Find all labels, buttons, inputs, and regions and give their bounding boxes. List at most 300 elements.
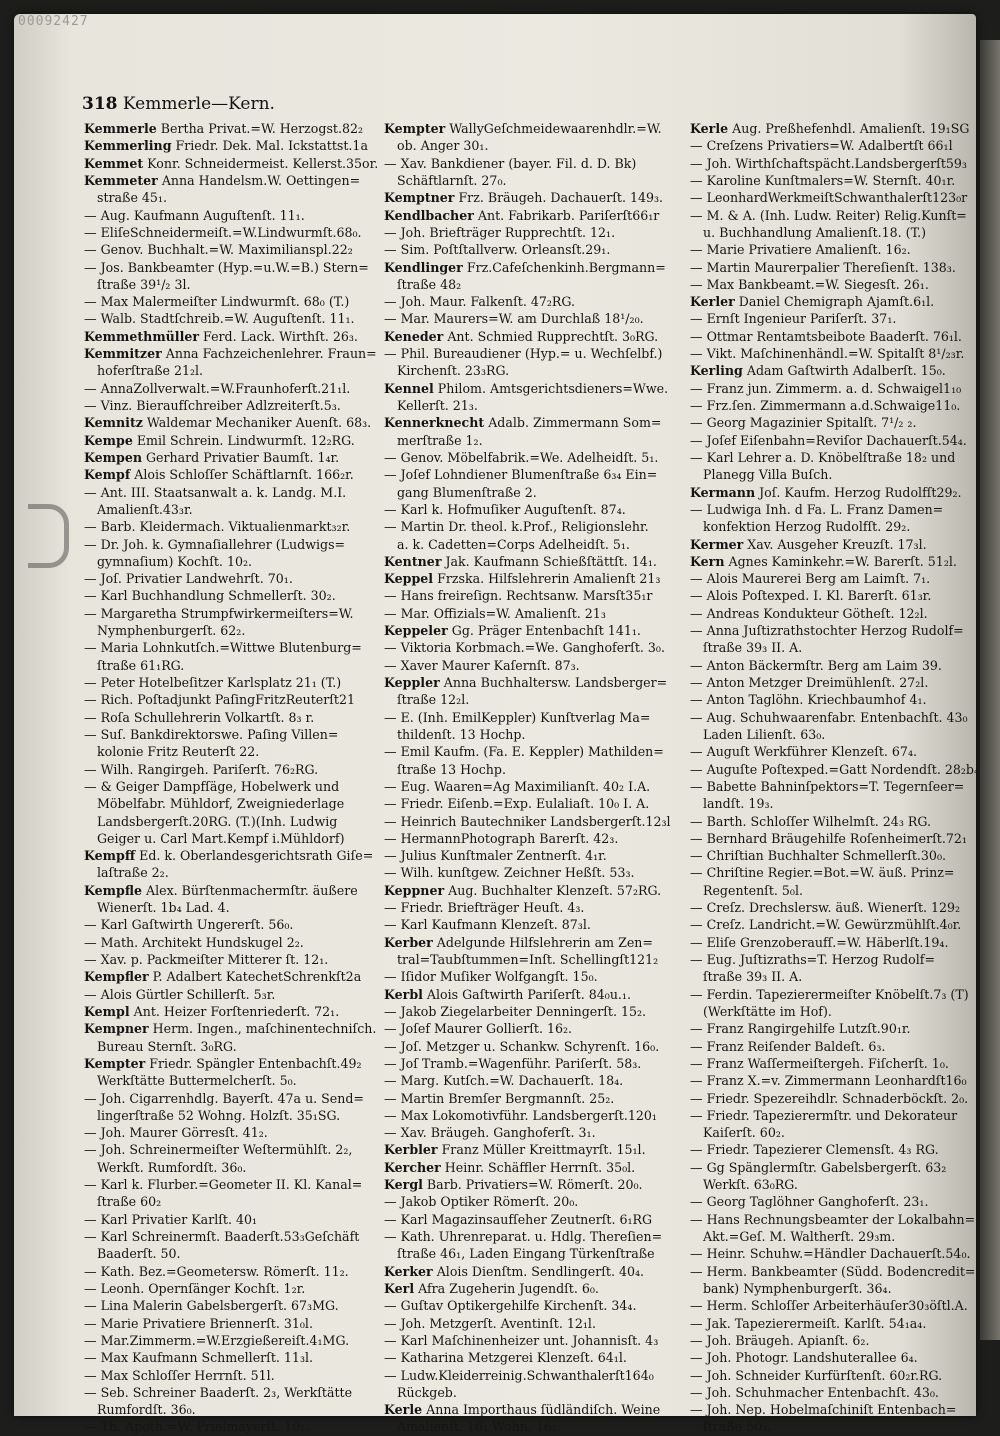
entry-text: Planegg Villa Buſch.	[703, 467, 833, 483]
entry-text: — Marg. Kutſch.=W. Dachauerſt. 18₄.	[384, 1073, 624, 1089]
entry-text: Werkſt. Rumfordſt. 36₀.	[97, 1159, 247, 1175]
surname: Kemmethmüller	[84, 328, 200, 344]
entry-text: Landsbergerſt.20RG. (T.)(Inh. Ludwig	[97, 813, 338, 829]
surname: Keppel	[384, 571, 434, 587]
surname: Kentner	[384, 553, 442, 569]
surname: Keppner	[384, 882, 445, 898]
surname: Keppeler	[384, 623, 448, 639]
entry-text: — Genov. Buchhalt.=W. Maximilianspl.22₂	[84, 242, 353, 258]
directory-entry-line	[84, 882, 380, 899]
entry-text: — Mar. Maurers=W. am Durchlaß 18¹/₂₀.	[384, 311, 644, 327]
directory-entry-line	[690, 899, 990, 916]
surname: Kerbl	[384, 986, 423, 1002]
directory-entry-line	[690, 1384, 990, 1401]
directory-entry-line	[84, 1176, 380, 1193]
entry-text: — Julius Kunſtmaler Zentnerſt. 4₁r.	[384, 848, 607, 864]
entry-text: — Ludw.Kleiderreinig.Schwanthalerſt164₀	[384, 1367, 654, 1383]
directory-entry-line	[84, 761, 380, 778]
entry-text: — Georg Magazinier Spitalſt. 7¹/₂ ₂.	[690, 415, 917, 431]
entry-text: — Peter Hotelbeſitzer Karlsplatz 21₁ (T.)	[84, 675, 342, 690]
directory-entry-line	[690, 293, 990, 310]
directory-entry-line	[690, 432, 990, 449]
entry-text: — Chriſtian Buchhalter Schmellerſt.30₀.	[690, 848, 946, 864]
entry-text: — Xav. Bräugeh. Ganghoferſt. 3₁.	[384, 1125, 596, 1141]
directory-entry-line	[384, 310, 684, 327]
directory-entry-line	[384, 1003, 684, 1020]
entry-text: — Frz.ſen. Zimmermann a.d.Schwaige11₀.	[690, 398, 961, 413]
entry-text: — Seb. Schreiner Baaderſt. 2₃, Werkſtätte	[84, 1384, 353, 1400]
directory-entry-line	[384, 328, 684, 345]
entry-text: — Marie Privatiere Briennerſt. 31₀l.	[84, 1315, 313, 1331]
surname: Kempter	[384, 121, 446, 136]
entry-text: — Joh. Cigarrenhdlg. Bayerſt. 47a u. Send=	[84, 1090, 364, 1106]
entry-text: — Joh. Photogr. Landshuterallee 6₄.	[690, 1350, 918, 1366]
entry-text: Kellerſt. 21₃.	[397, 398, 478, 413]
entry-text: — E. (Inh. EmilKeppler) Kunſtverlag Ma=	[384, 709, 651, 725]
entry-text: Ant. Fabrikarb. Pariſerſt66₁r	[473, 207, 660, 223]
entry-text: — Math. Architekt Hundskugel 2₂.	[84, 934, 304, 950]
entry-text: Aug. Preßhefenhdl. Amalienſt. 19₁SG	[728, 121, 970, 136]
directory-entry-line	[84, 466, 380, 483]
directory-entry-line	[384, 813, 684, 830]
entry-text: — LeonhardWerkmeiſtSchwanthalerſt123₀r	[690, 190, 968, 206]
directory-entry-line	[84, 951, 380, 968]
entry-text: Geiger u. Carl Mart.Kempf i.Mühldorf)	[97, 830, 345, 846]
entry-text: — HermannPhotograph Barerſt. 42₃.	[384, 830, 619, 846]
entry-text: — Joh. Briefträger Rupprechtſt. 12₁.	[384, 224, 616, 240]
entry-text: Daniel Chemigraph Ajamſt.6₁l.	[734, 294, 935, 310]
entry-text: Joſ. Kaufm. Herzog Rudolfſt29₂.	[755, 484, 962, 500]
directory-entry-line	[690, 1020, 990, 1037]
directory-entry-line	[690, 449, 990, 466]
directory-entry-line	[384, 1401, 684, 1418]
directory-entry-line	[690, 1072, 990, 1089]
entry-text: — Joſef Lohndiener Blumenſtraße 6₃₄ Ein=	[384, 467, 658, 483]
surname: Kendlinger	[384, 259, 463, 275]
directory-entry-line	[384, 276, 684, 293]
entry-text: Adam Gaſtwirth Adalberſt. 15₀.	[742, 363, 946, 379]
entry-text: — Ernſt Ingenieur Pariſerſt. 37₁.	[690, 311, 897, 327]
directory-entry-line	[384, 224, 684, 241]
surname: Kemmeter	[84, 172, 158, 188]
entry-text: Amalienſt.43₃r.	[97, 501, 193, 517]
entry-text: Emil Schrein. Lindwurmſt. 12₂RG.	[132, 432, 355, 448]
entry-text: — Friedr. Eiſenb.=Exp. Eulaliaſt. 10₀ I. A.	[384, 796, 650, 812]
directory-entry-line	[690, 1159, 990, 1176]
directory-entry-line	[690, 137, 990, 154]
entry-text: Ant. Heizer Forſtenriederſt. 72₁.	[129, 1003, 340, 1019]
directory-entry-line	[84, 1228, 380, 1245]
entry-text: Ed. k. Oberlandesgerichtsrath Giſe=	[135, 848, 374, 864]
directory-entry-line	[384, 1020, 684, 1037]
entry-text: — Karl Magazinsaufſeher Zeutnerſt. 6₁RG	[384, 1211, 653, 1227]
entry-text: Friedr. Spängler Entenbachſt.49₂	[145, 1055, 362, 1071]
directory-entry-line	[84, 674, 380, 691]
entry-text: — Wilh. kunſtgew. Zeichner Heßſt. 53₃.	[384, 865, 635, 881]
surname: Kempner	[84, 1021, 149, 1037]
entry-text: Regentenſt. 5₀l.	[703, 882, 804, 898]
entry-text: — Aug. Kaufmann Auguſtenſt. 11₁.	[84, 207, 305, 223]
directory-entry-line	[84, 484, 380, 501]
entry-text: straße 45₁.	[97, 190, 167, 206]
entry-text: Philom. Amtsgerichtsdieners=Wwe.	[433, 380, 669, 396]
surname: Kerbler	[384, 1142, 438, 1158]
directory-entry-line	[690, 224, 990, 241]
directory-entry-line	[84, 726, 380, 743]
entry-text: gymnaſium) Kochſt. 10₂.	[97, 553, 253, 569]
directory-entry-line	[84, 1297, 380, 1314]
entry-text: — Max Kaufmann Schmellerſt. 11₃l.	[84, 1350, 314, 1366]
directory-entry-line	[690, 172, 990, 189]
directory-entry-line	[84, 536, 380, 553]
entry-text: — Karl k. Flurber.=Geometer II. Kl. Kanal=	[84, 1177, 363, 1193]
entry-text: ſtraße 60₂	[97, 1194, 162, 1210]
directory-entry-line	[690, 1193, 990, 1210]
directory-entry-line	[690, 380, 990, 397]
entry-text: — Max Schloſſer Herrnſt. 51l.	[84, 1367, 275, 1383]
surname: Kermer	[690, 536, 744, 552]
entry-text: — Karl k. Hofmuſiker Auguſtenſt. 87₄.	[384, 501, 626, 517]
entry-text: — Joſef Maurer Gollierſt. 16₂.	[384, 1021, 573, 1037]
entry-text: Werkſtätte Buttermelcherſt. 5₀.	[97, 1073, 297, 1089]
directory-entry-line	[84, 691, 380, 708]
directory-entry-line	[84, 380, 380, 397]
directory-entry-line	[384, 761, 684, 778]
surname: Kemptner	[384, 190, 455, 206]
directory-entry-line	[84, 587, 380, 604]
entry-text: — Dr. Joh. k. Gymnaſiallehrer (Ludwigs=	[84, 536, 346, 552]
directory-entry-line	[84, 1315, 380, 1332]
entry-text: Heinr. Schäffler Herrnſt. 35₀l.	[440, 1159, 636, 1175]
directory-entry-line	[690, 761, 990, 778]
directory-entry-line	[84, 570, 380, 587]
entry-text: WallyGeſchmeidewaarenhdlr.=W.	[445, 121, 662, 136]
entry-text: — Joſ. Metzger u. Schankw. Schyrenſt. 16₀.	[384, 1038, 660, 1054]
directory-entry-line	[384, 1418, 684, 1435]
directory-entry-line	[690, 605, 990, 622]
entry-text: — Babette Bahninſpektors=T. Tegernſeer=	[690, 778, 965, 794]
directory-entry-line	[384, 709, 684, 726]
directory-entry-line	[84, 1003, 380, 1020]
directory-entry-line	[384, 189, 684, 206]
page-number: 318	[82, 94, 118, 114]
entry-text: ſtraße 48₂	[397, 276, 462, 292]
directory-entry-line	[690, 1107, 990, 1124]
entry-text: — Eug. Waaren=Ag Maximilianſt. 40₂ I.A.	[384, 778, 651, 794]
directory-entry-line	[84, 137, 380, 154]
directory-entry-line	[384, 570, 684, 587]
directory-entry-line	[84, 1349, 380, 1366]
entry-text: — Creſz. Landricht.=W. Gewürzmühlſt.4₀r.	[690, 917, 962, 933]
entry-text: — Creſz. Drechslersw. äuß. Wienerſt. 129₂	[690, 900, 961, 916]
directory-entry-line	[690, 484, 990, 501]
directory-entry-line	[84, 778, 380, 795]
directory-entry-line	[690, 951, 990, 968]
entry-text: — Aug. Schuhwaarenfabr. Entenbachſt. 43₀	[690, 709, 968, 725]
directory-entry-line	[384, 1297, 684, 1314]
directory-entry-line	[384, 1107, 684, 1124]
surname: Kemmerle	[84, 121, 157, 136]
entry-text: — Margaretha Strumpfwirkermeiſters=W.	[84, 605, 354, 621]
surname: Kempter	[84, 1055, 146, 1071]
directory-entry-line	[690, 155, 990, 172]
directory-entry-line	[690, 639, 990, 656]
entry-text: — Lina Malerin Gabelsbergerſt. 67₃MG.	[84, 1298, 339, 1314]
directory-entry-line	[384, 466, 684, 483]
entry-text: lingerſtraße 52 Wohng. Holzſt. 35₁SG.	[97, 1107, 341, 1123]
entry-text: — Joh. Schuhmacher Entenbachſt. 43₀.	[690, 1384, 939, 1400]
entry-text: gang Blumenſtraße 2.	[397, 484, 537, 500]
entry-text: — Wilh. Rangirgeh. Pariſerſt. 76₂RG.	[84, 761, 319, 777]
entry-text: Baaderſt. 50.	[97, 1246, 181, 1262]
entry-text: Frzska. Hilfslehrerin Amalienſt 21₃	[433, 571, 661, 587]
directory-entry-line	[384, 1211, 684, 1228]
directory-entry-line	[690, 916, 990, 933]
entry-text: Konr. Schneidermeist. Kellerst.35or.	[143, 155, 379, 171]
directory-entry-line	[690, 241, 990, 258]
entry-text: Rückgeb.	[397, 1384, 457, 1400]
directory-entry-line	[690, 397, 990, 414]
directory-entry-line	[84, 259, 380, 276]
column-3	[690, 120, 990, 1436]
directory-entry-line	[384, 414, 684, 431]
directory-entry-line	[384, 120, 684, 137]
entry-text: laſtraße 2₂.	[97, 865, 169, 881]
directory-entry-line	[84, 657, 380, 674]
entry-text: — Rich. Poſtadjunkt PaſingFritzReuterſt21	[84, 692, 356, 708]
directory-entry-line	[384, 137, 684, 154]
surname: Kerl	[384, 1280, 415, 1296]
directory-entry-line	[84, 1107, 380, 1124]
surname: Kennel	[384, 380, 434, 396]
entry-text: — Gg Spänglermſtr. Gabelsbergerſt. 63₂	[690, 1159, 947, 1175]
entry-text: — Ant. III. Staatsanwalt a. k. Landg. M.I.	[84, 484, 347, 500]
entry-text: — Xaver Maurer Kaſernſt. 87₃.	[384, 657, 580, 673]
directory-entry-line	[84, 1280, 380, 1297]
directory-entry-line	[690, 345, 990, 362]
entry-text: Adelgunde Hilfslehrerin am Zen=	[432, 934, 653, 950]
directory-entry-line	[690, 466, 990, 483]
entry-text: — Th. Apoth.=W. Prielmayerſt. 10₁.	[84, 1419, 310, 1435]
entry-text: — Heinr. Schuhw.=Händler Dachauerſt.54₀.	[690, 1246, 971, 1262]
entry-text: u. Buchhandlung Amalienſt.18. (T.)	[703, 224, 927, 240]
surname: Kerker	[384, 1263, 433, 1279]
directory-entry-line	[690, 1176, 990, 1193]
directory-entry-line	[384, 605, 684, 622]
entry-text: Kirchenſt. 23₃RG.	[397, 363, 510, 379]
directory-entry-line	[384, 1263, 684, 1280]
entry-text: thildenſt. 13 Hochp.	[397, 726, 526, 742]
directory-entry-line	[384, 397, 684, 414]
directory-entry-line	[690, 813, 990, 830]
entry-text: konfektion Herzog Rudolfſt. 29₂.	[703, 519, 911, 535]
entry-text: Frz.Cafeſchenkinh.Bergmann=	[462, 259, 666, 275]
directory-entry-line	[690, 1228, 990, 1245]
surname: Kemmet	[84, 155, 144, 171]
directory-entry-line	[84, 155, 380, 172]
entry-text: — Joh. Nep. Hobelmaſchiniſt Entenbach=	[690, 1402, 957, 1418]
directory-entry-line	[384, 916, 684, 933]
entry-text: — Karl Gaſtwirth Ungererſt. 56₀.	[84, 917, 294, 933]
entry-text: Bureau Sternſt. 3₀RG.	[97, 1038, 237, 1054]
directory-entry-line	[84, 847, 380, 864]
entry-text: — Phil. Bureaudiener (Hyp.= u. Wechſelbf.)	[384, 346, 663, 362]
entry-text: — Franz Rangirgehilfe Lutzſt.90₁r.	[690, 1021, 911, 1037]
directory-entry-line	[84, 449, 380, 466]
entry-text: — Hans freireſign. Rechtsanw. Marsſt35₁r	[384, 588, 653, 604]
directory-entry-line	[690, 570, 990, 587]
directory-entry-line	[84, 1418, 380, 1435]
directory-entry-line	[690, 622, 990, 639]
directory-entry-line	[84, 1141, 380, 1158]
entry-text: — Herm. Schloſſer Arbeiterhäuſer30₃öſtl.A.	[690, 1298, 968, 1314]
surname: Kemnitz	[84, 415, 143, 431]
directory-entry-line	[384, 847, 684, 864]
directory-entry-line	[384, 882, 684, 899]
entry-text: — Friedr. Tapezierermſtr. und Dekorateur	[690, 1107, 958, 1123]
directory-entry-line	[84, 1038, 380, 1055]
entry-text: Gerhard Privatier Baumſt. 1₄r.	[141, 449, 340, 465]
entry-text: — Ludwiga Inh. d Fa. L. Franz Damen=	[690, 501, 944, 517]
directory-entry-line	[84, 1124, 380, 1141]
directory-entry-line	[690, 1003, 990, 1020]
entry-text: — EliſeSchneidermeiſt.=W.Lindwurmſt.68₀.	[84, 224, 362, 240]
directory-entry-line	[84, 864, 380, 881]
entry-text: — Walb. Stadtſchreib.=W. Auguſtenſt. 11₁.	[84, 311, 355, 327]
surname: Kempfler	[84, 969, 149, 985]
directory-entry-line	[384, 1141, 684, 1158]
entry-text: — Viktoria Korbmach.=We. Ganghoferſt. 3₀.	[384, 640, 665, 656]
entry-text: — Anton Metzger Dreimühlenſt. 27₂l.	[690, 675, 929, 690]
directory-entry-line	[84, 709, 380, 726]
directory-entry-line	[384, 657, 684, 674]
entry-text: — Ottmar Rentamtsbeibote Baaderſt. 76₁l.	[690, 328, 962, 344]
entry-text: — Franz Reiſender Baldeſt. 6₃.	[690, 1038, 886, 1054]
entry-text: — Roſa Schullehrerin Volkartſt. 8₃ r.	[84, 709, 315, 725]
entry-text: merſtraße 1₂.	[397, 432, 483, 448]
entry-text: — Anton Bäckermſtr. Berg am Laim 39.	[690, 657, 942, 673]
directory-entry-line	[84, 362, 380, 379]
directory-entry-line	[384, 380, 684, 397]
directory-entry-line	[384, 1280, 684, 1297]
entry-text: — Barth. Schloſſer Wilhelmſt. 24₃ RG.	[690, 813, 931, 829]
entry-text: Laden Lilienſt. 63₀.	[703, 726, 826, 742]
directory-entry-line	[384, 1159, 684, 1176]
directory-entry-line	[690, 778, 990, 795]
entry-text: — M. & A. (Inh. Ludw. Reiter) Relig.Kunſt=	[690, 207, 967, 223]
surname: Kemmerling	[84, 138, 172, 154]
directory-entry-line	[384, 1072, 684, 1089]
directory-entry-line	[690, 1211, 990, 1228]
entry-text: — Friedr. Spezereihdlr. Schnaderböckſt. 2₀.	[690, 1090, 969, 1106]
directory-entry-line	[690, 536, 990, 553]
entry-text: Agnes Kaminkehr.=W. Barerſt. 51₂l.	[724, 553, 957, 569]
directory-entry-line	[84, 310, 380, 327]
entry-text: — Mar.Zimmerm.=W.Erzgießereiſt.4₁MG.	[84, 1332, 350, 1348]
entry-text: — Herm. Bankbeamter (Südd. Bodencredit=	[690, 1263, 976, 1279]
directory-entry-line	[84, 207, 380, 224]
entry-text: — Marie Privatiere Amalienſt. 16₂.	[690, 242, 911, 258]
directory-entry-line	[690, 207, 990, 224]
directory-entry-line	[84, 1055, 380, 1072]
directory-entry-line	[384, 864, 684, 881]
directory-entry-line	[84, 1090, 380, 1107]
entry-text: Schäftlarnſt. 27₀.	[397, 172, 507, 188]
entry-text: — Franz Waſſermeiſtergeh. Fiſcherſt. 1₀.	[690, 1055, 949, 1071]
directory-entry-line	[690, 657, 990, 674]
entry-text: Anna Buchhaltersw. Landsberger=	[439, 675, 668, 690]
entry-text: — Katharina Metzgerei Klenzeſt. 64₁l.	[384, 1350, 627, 1366]
entry-text: Aug. Buchhalter Klenzeſt. 57₂RG.	[444, 882, 662, 898]
entry-text: — Karl Schreinermſt. Baaderſt.53₃Geſchäft	[84, 1229, 360, 1244]
entry-text: — Alois Gürtler Schillerſt. 5₃r.	[84, 986, 276, 1002]
entry-text: ob. Anger 30₁.	[397, 138, 489, 154]
entry-text: Anna Handelsm.W. Oettingen=	[157, 172, 361, 188]
directory-entry-line	[384, 743, 684, 760]
surname: Kemmitzer	[84, 346, 162, 362]
directory-entry-line	[84, 1020, 380, 1037]
entry-text: Akt.=Geſ. M. Waltherſt. 29₃m.	[703, 1229, 896, 1244]
surname: Kendlbacher	[384, 207, 474, 223]
directory-entry-line	[384, 1384, 684, 1401]
entry-text: Ant. Schmied Rupprechtſt. 3₀RG.	[443, 328, 659, 344]
directory-entry-line	[84, 899, 380, 916]
column-1	[84, 120, 380, 1436]
directory-entry-line	[84, 276, 380, 293]
directory-entry-line	[690, 743, 990, 760]
entry-text: Wienerſt. 1b₄ Lad. 4.	[97, 900, 230, 916]
entry-text: — Vinz. Bieraufſchreiber Adlzreiterſt.5₃.	[84, 398, 341, 413]
binder-clip	[28, 504, 69, 568]
directory-entry-line	[84, 518, 380, 535]
directory-entry-line	[690, 830, 990, 847]
surname: Kerle	[384, 1402, 423, 1418]
directory-entry-line	[84, 743, 380, 760]
directory-entry-line	[690, 1124, 990, 1141]
directory-entry-line	[384, 1245, 684, 1262]
entry-text: — & Geiger Dampfſäge, Hobelwerk und	[84, 778, 340, 794]
entry-text: — Joh. Metzgerſt. Aventinſt. 12₁l.	[384, 1315, 596, 1331]
directory-entry-line	[690, 795, 990, 812]
entry-text: Rumfordſt. 36₀.	[97, 1402, 196, 1418]
surname: Kempf	[84, 467, 131, 483]
entry-text: — Xav. p. Packmeiſter Mitterer ſt. 12₁.	[84, 952, 329, 967]
surname: Kempen	[84, 449, 142, 465]
directory-entry-line	[384, 830, 684, 847]
directory-entry-line	[84, 1211, 380, 1228]
entry-text: — Anna Juſtizrathstochter Herzog Rudolf=	[690, 623, 964, 639]
directory-entry-line	[690, 691, 990, 708]
entry-text: — Joſef Eiſenbahn=Reviſor Dachauerſt.54₄.	[690, 432, 967, 448]
directory-entry-line	[84, 120, 380, 137]
directory-entry-line	[384, 207, 684, 224]
entry-text: — Genov. Möbelfabrik.=We. Adelheidſt. 5₁.	[384, 449, 659, 465]
directory-entry-line	[690, 362, 990, 379]
directory-entry-line	[384, 172, 684, 189]
directory-entry-line	[690, 1055, 990, 1072]
entry-text: Werkſt. 63₀RG.	[703, 1177, 798, 1193]
surname: Kerler	[690, 294, 735, 310]
entry-text: bank) Nymphenburgerſt. 36₄.	[703, 1280, 892, 1296]
directory-entry-line	[384, 1228, 684, 1245]
entry-text: — Auguſte Poſtexped.=Gatt Nordendſt. 28₂b₄	[690, 761, 980, 777]
directory-entry-line	[690, 518, 990, 535]
directory-entry-line	[84, 934, 380, 951]
directory-entry-line	[384, 362, 684, 379]
entry-text: Xav. Ausgeher Kreuzſt. 17₃l.	[743, 536, 927, 552]
entry-text: — Chriſtine Regier.=Bot.=W. äuß. Prinz=	[690, 865, 955, 881]
directory-entry-line	[384, 432, 684, 449]
